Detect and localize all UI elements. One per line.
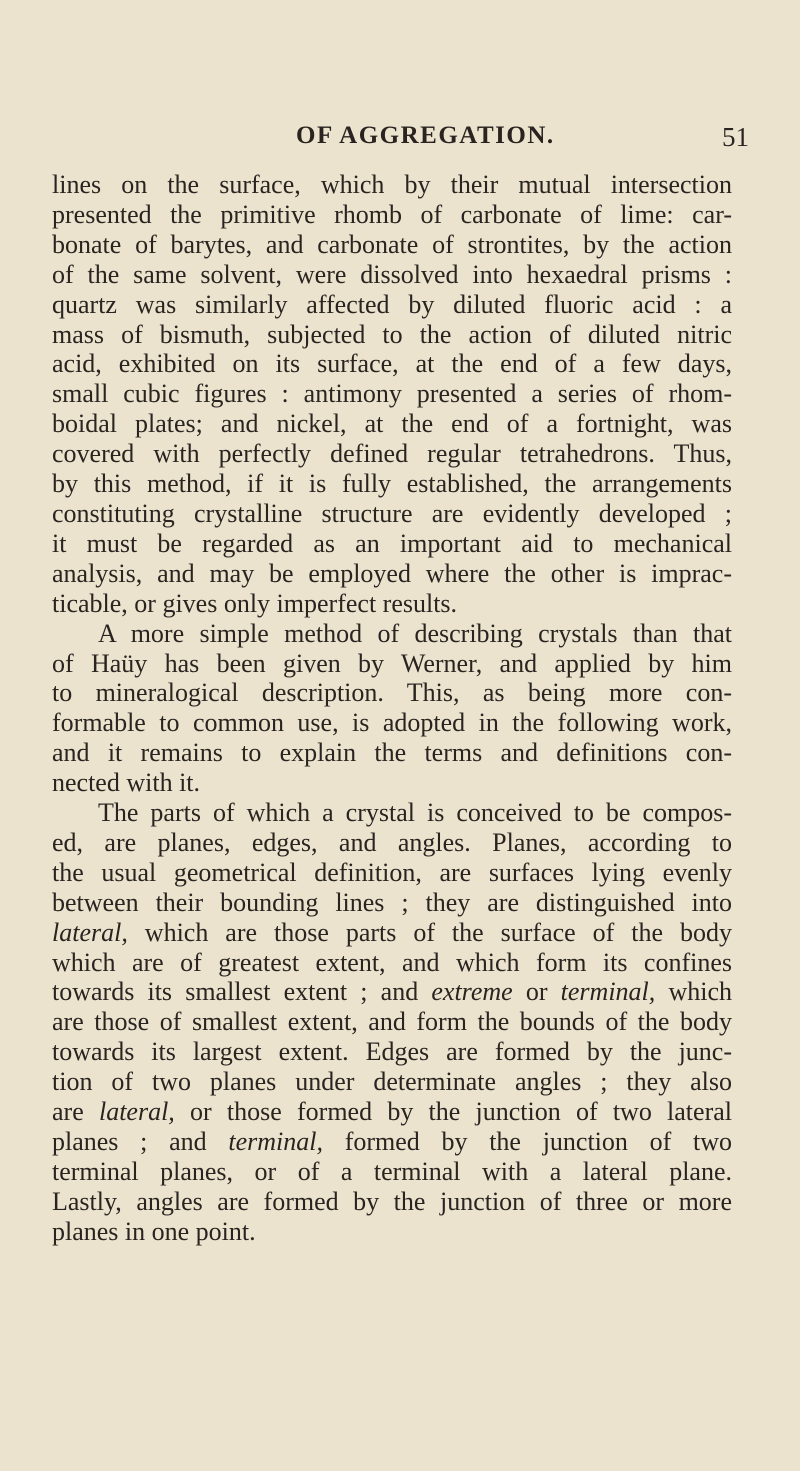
text-line: quartz was similarly affected by diluted fluoric acid : a xyxy=(52,289,732,319)
text-line xyxy=(52,1097,732,1127)
text-line: mass of bismuth, subjected to the action of diluted nitric xyxy=(52,319,732,349)
text-line: bonate of barytes, and carbonate of strontites, by the action xyxy=(52,229,732,259)
italic-term: lateral, xyxy=(98,1097,175,1127)
text-line xyxy=(52,977,732,1007)
text-line: Lastly, angles are formed by the junction of three or more xyxy=(52,1186,732,1216)
paragraph-1 xyxy=(52,170,732,619)
text-line: boidal plates; and nickel, at the end of a fortnight, was xyxy=(52,409,732,439)
text-line: of Haüy has been given by Werner, and applied by him xyxy=(52,648,732,678)
text-line: by this method, if it is fully established, the arrangements xyxy=(52,469,732,499)
text-line xyxy=(52,1127,732,1157)
text-line: tion of two planes under determinate angles ; they also xyxy=(52,1067,732,1097)
text-line: towards its largest extent. Edges are formed by the junc- xyxy=(52,1037,732,1067)
page-header xyxy=(0,122,800,162)
text-line: constituting crystalline structure are evidently developed ; xyxy=(52,498,732,528)
text-line: it must be regarded as an important aid to mechanical xyxy=(52,528,732,558)
text-line: The parts of which a crystal is conceived to be compos- xyxy=(98,798,732,828)
text-line: covered with perfectly defined regular tetrahedrons. Thus, xyxy=(52,439,732,469)
text-segment: or xyxy=(512,977,561,1007)
paragraph-2 xyxy=(52,619,732,798)
paragraph-3 xyxy=(52,798,732,1247)
text-line: formable to common use, is adopted in the following work, xyxy=(52,708,732,738)
text-segment: towards its smallest extent ; and xyxy=(52,977,432,1007)
italic-term: extreme xyxy=(431,977,513,1007)
page-body xyxy=(52,170,732,1247)
text-line: nected with it. xyxy=(52,768,201,798)
text-line: and it remains to explain the terms and definitions con- xyxy=(52,738,732,768)
text-line: between their bounding lines ; they are distinguished into xyxy=(52,887,732,917)
italic-term: terminal, xyxy=(228,1127,323,1156)
text-line: of the same solvent, were dissolved into hexaedral prisms : xyxy=(52,259,732,289)
italic-term: terminal, xyxy=(560,977,656,1007)
text-line: presented the primitive rhomb of carbonate of lime: car- xyxy=(52,199,732,229)
text-segment: formed by the junction of two xyxy=(322,1127,733,1156)
text-line: ed, are planes, edges, and angles. Planes, according to xyxy=(52,827,732,857)
page-number: 51 xyxy=(722,122,749,152)
running-head: OF AGGREGATION. xyxy=(296,122,555,149)
text-line: small cubic figures : antimony presented a series of rhom- xyxy=(52,379,732,409)
text-line: lines on the surface, which by their mutual intersection xyxy=(52,170,732,199)
italic-term: lateral, xyxy=(52,917,128,947)
text-segment: are xyxy=(52,1097,99,1127)
text-segment: which are those parts of the surface of the body xyxy=(127,917,732,947)
text-segment: or those formed by the junction of two lateral xyxy=(174,1097,732,1127)
text-line: terminal planes, or of a terminal with a lateral plane. xyxy=(52,1156,732,1186)
text-line: to mineralogical description. This, as being more con- xyxy=(52,678,732,708)
text-line: planes in one point. xyxy=(52,1216,256,1246)
text-line xyxy=(52,918,732,948)
text-segment: which xyxy=(655,977,732,1007)
text-line: are those of smallest extent, and form the bounds of the body xyxy=(52,1007,732,1037)
text-line: acid, exhibited on its surface, at the end of a few days, xyxy=(52,349,732,379)
text-line: A more simple method of describing crystals than that xyxy=(98,618,732,648)
text-line: which are of greatest extent, and which form its confines xyxy=(52,947,732,977)
text-segment: planes ; and xyxy=(52,1127,229,1156)
text-line: ticable, or gives only imperfect results. xyxy=(52,588,458,618)
text-line: analysis, and may be employed where the other is imprac- xyxy=(52,558,732,588)
text-line: the usual geometrical definition, are surfaces lying evenly xyxy=(52,857,732,887)
